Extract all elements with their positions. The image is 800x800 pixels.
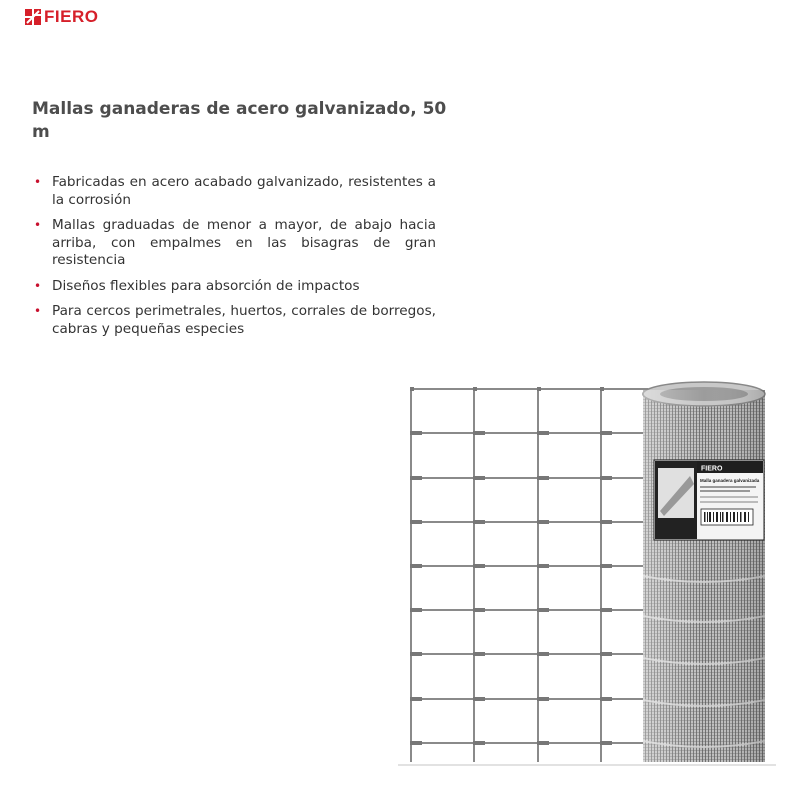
svg-text:Malla ganadera galvanizada: Malla ganadera galvanizada (700, 478, 760, 483)
feature-item: • Para cercos perimetrales, huertos, corrales de borregos, cabras y pequeñas especies (34, 303, 436, 337)
feature-list (32, 174, 436, 346)
wire-mesh-roll-illustration (398, 376, 778, 768)
feature-item: • Fabricadas en acero acabado galvanizado, resistentes a la corrosión (34, 174, 436, 208)
feature-item: • Diseños flexibles para absorción de impactos (34, 277, 360, 294)
fiero-logo-icon (25, 9, 41, 25)
mesh-roll (643, 382, 765, 762)
feature-item: • Mallas graduadas de menor a mayor, de abajo hacia arriba, con empalmes en las bisagras de gran resistencia (34, 217, 436, 268)
bullet-icon: • (34, 278, 42, 293)
svg-text:FIERO: FIERO (701, 465, 723, 473)
brand-logo (25, 7, 98, 27)
bullet-icon: • (34, 175, 42, 189)
bullet-icon: • (34, 218, 42, 232)
fence-grid (411, 389, 648, 762)
product-title: Mallas ganaderas de acero galvanizado, 50 m (32, 99, 447, 142)
bullet-icon: • (34, 304, 42, 318)
product-label (654, 460, 764, 540)
brand-name: FIERO (44, 7, 99, 26)
product-image (398, 376, 778, 768)
